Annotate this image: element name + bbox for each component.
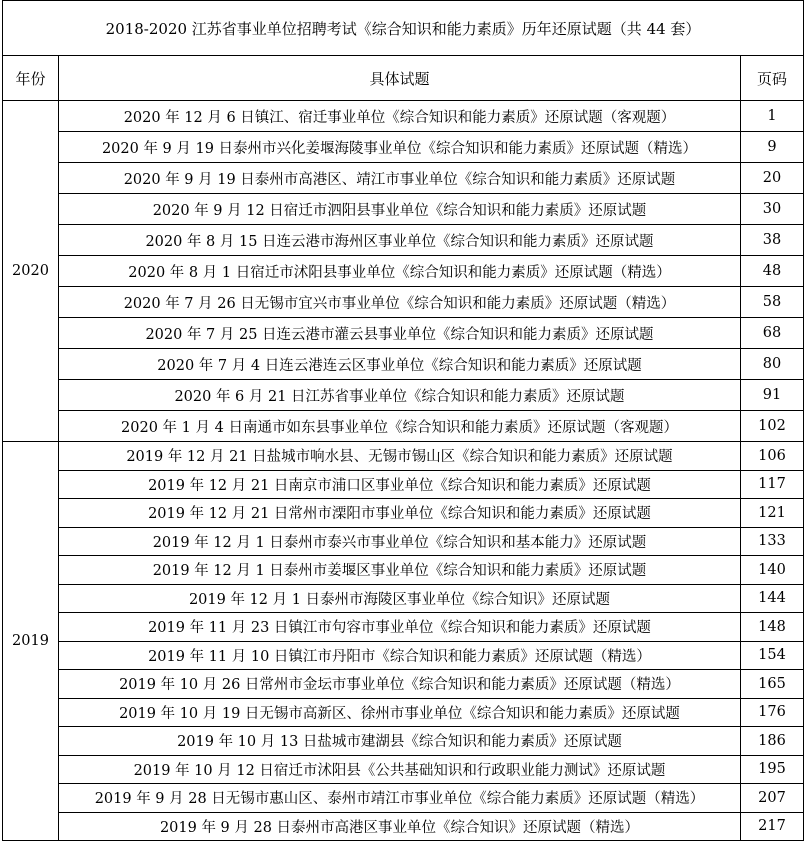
page-number-cell: 38 (741, 225, 804, 256)
table-row (3, 784, 804, 813)
page-number-cell: 102 (741, 411, 804, 442)
exam-title-cell: 2019 年 12 月 1 日泰州市泰兴市事业单位《综合知识和基本能力》还原试题 (59, 527, 741, 556)
exam-title-cell: 2019 年 12 月 21 日南京市浦口区事业单位《综合知识和能力素质》还原试题 (59, 470, 741, 499)
table-row (3, 132, 804, 163)
exam-title-cell: 2019 年 10 月 19 日无锡市高新区、徐州市事业单位《综合知识和能力素质》还原试题 (59, 698, 741, 727)
table-row (3, 101, 804, 132)
page-number-cell: 165 (741, 670, 804, 699)
exam-title-cell: 2020 年 1 月 4 日南通市如东县事业单位《综合知识和能力素质》还原试题（客观题） (59, 411, 741, 442)
exam-title-cell: 2019 年 10 月 26 日常州市金坛市事业单位《综合知识和能力素质》还原试题（精选） (59, 670, 741, 699)
table-row (3, 349, 804, 380)
table-row (3, 380, 804, 411)
exam-title-cell: 2019 年 12 月 1 日泰州市海陵区事业单位《综合知识》还原试题 (59, 584, 741, 613)
table-row (3, 411, 804, 442)
table-row (3, 556, 804, 585)
table-row (3, 194, 804, 225)
exam-title-cell: 2020 年 9 月 19 日泰州市高港区、靖江市事业单位《综合知识和能力素质》还原试题 (59, 163, 741, 194)
header-row (3, 56, 804, 101)
exam-title-cell: 2019 年 11 月 10 日镇江市丹阳市《综合知识和能力素质》还原试题（精选） (59, 641, 741, 670)
page-number-cell: 140 (741, 556, 804, 585)
page-number-cell: 9 (741, 132, 804, 163)
page-number-cell: 144 (741, 584, 804, 613)
table-title: 2018-2020 江苏省事业单位招聘考试《综合知识和能力素质》历年还原试题（共 44 套） (3, 1, 804, 56)
page-number-cell: 80 (741, 349, 804, 380)
table-row (3, 812, 804, 841)
exam-title-cell: 2020 年 9 月 12 日宿迁市泗阳县事业单位《综合知识和能力素质》还原试题 (59, 194, 741, 225)
exam-title-cell: 2019 年 10 月 13 日盐城市建湖县《综合知识和能力素质》还原试题 (59, 727, 741, 756)
exam-title-cell: 2019 年 11 月 23 日镇江市句容市事业单位《综合知识和能力素质》还原试题 (59, 613, 741, 642)
header-page: 页码 (741, 56, 804, 101)
page-number-cell: 148 (741, 613, 804, 642)
table-row (3, 442, 804, 471)
table-row (3, 698, 804, 727)
page-number-cell: 106 (741, 442, 804, 471)
page-number-cell: 186 (741, 727, 804, 756)
exam-title-cell: 2019 年 9 月 28 日泰州市高港区事业单位《综合知识》还原试题（精选） (59, 812, 741, 841)
header-item: 具体试题 (59, 56, 741, 101)
page-number-cell: 121 (741, 499, 804, 528)
page-number-cell: 217 (741, 812, 804, 841)
table-row (3, 755, 804, 784)
table-row (3, 499, 804, 528)
page-number-cell: 195 (741, 755, 804, 784)
page-number-cell: 117 (741, 470, 804, 499)
exam-title-cell: 2019 年 9 月 28 日无锡市惠山区、泰州市靖江市事业单位《综合能力素质》还原试题（精选） (59, 784, 741, 813)
page-number-cell: 48 (741, 256, 804, 287)
year-cell: 2020 (3, 101, 59, 442)
table-row (3, 163, 804, 194)
header-year: 年份 (3, 56, 59, 101)
table-row (3, 613, 804, 642)
table-row (3, 584, 804, 613)
page-number-cell: 30 (741, 194, 804, 225)
exam-title-cell: 2020 年 9 月 19 日泰州市兴化姜堰海陵事业单位《综合知识和能力素质》还原试题（精选） (59, 132, 741, 163)
exam-title-cell: 2019 年 12 月 1 日泰州市姜堰区事业单位《综合知识和能力素质》还原试题 (59, 556, 741, 585)
page-number-cell: 154 (741, 641, 804, 670)
title-row (3, 1, 804, 56)
exam-title-cell: 2019 年 10 月 12 日宿迁市沭阳县《公共基础知识和行政职业能力测试》还原试题 (59, 755, 741, 784)
table-row (3, 256, 804, 287)
contents-table (2, 0, 804, 841)
exam-title-cell: 2020 年 7 月 4 日连云港连云区事业单位《综合知识和能力素质》还原试题 (59, 349, 741, 380)
table-row (3, 641, 804, 670)
page-number-cell: 1 (741, 101, 804, 132)
exam-title-cell: 2020 年 7 月 25 日连云港市灌云县事业单位《综合知识和能力素质》还原试题 (59, 318, 741, 349)
exam-title-cell: 2020 年 12 月 6 日镇江、宿迁事业单位《综合知识和能力素质》还原试题（客观题） (59, 101, 741, 132)
page-number-cell: 58 (741, 287, 804, 318)
table-row (3, 318, 804, 349)
table-row (3, 727, 804, 756)
exam-title-cell: 2020 年 8 月 1 日宿迁市沭阳县事业单位《综合知识和能力素质》还原试题（精选） (59, 256, 741, 287)
page-number-cell: 176 (741, 698, 804, 727)
page-number-cell: 207 (741, 784, 804, 813)
table-row (3, 670, 804, 699)
page-number-cell: 133 (741, 527, 804, 556)
year-cell: 2019 (3, 442, 59, 841)
exam-title-cell: 2019 年 12 月 21 日常州市溧阳市事业单位《综合知识和能力素质》还原试题 (59, 499, 741, 528)
exam-title-cell: 2020 年 8 月 15 日连云港市海州区事业单位《综合知识和能力素质》还原试题 (59, 225, 741, 256)
exam-title-cell: 2020 年 6 月 21 日江苏省事业单位《综合知识和能力素质》还原试题 (59, 380, 741, 411)
exam-title-cell: 2019 年 12 月 21 日盐城市响水县、无锡市锡山区《综合知识和能力素质》还原试题 (59, 442, 741, 471)
page-number-cell: 20 (741, 163, 804, 194)
table-row (3, 225, 804, 256)
table-row (3, 527, 804, 556)
page-number-cell: 91 (741, 380, 804, 411)
exam-title-cell: 2020 年 7 月 26 日无锡市宜兴市事业单位《综合知识和能力素质》还原试题（精选） (59, 287, 741, 318)
page-number-cell: 68 (741, 318, 804, 349)
table-row (3, 287, 804, 318)
table-row (3, 470, 804, 499)
